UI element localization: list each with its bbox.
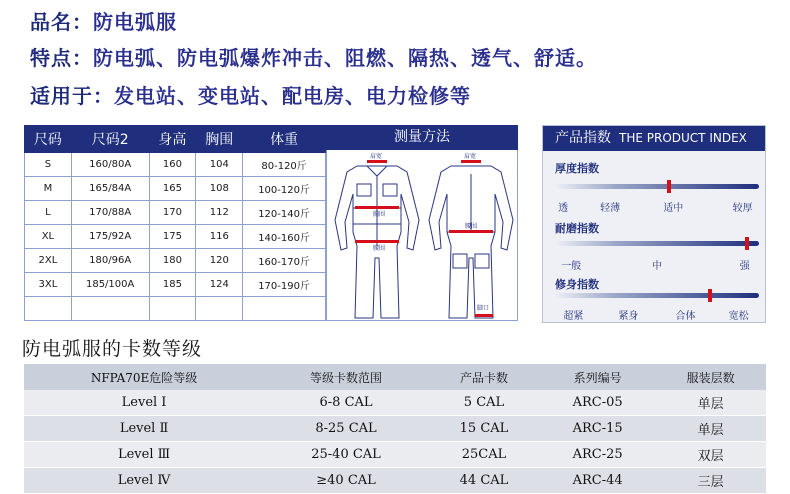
size-cell: M [25,177,72,201]
front-chest-label: 胸围 [373,211,386,218]
back-waist-label: 腰围 [465,223,478,230]
size-table-container [24,125,326,321]
chest-cell: 120 [196,249,243,273]
features-line [30,42,597,71]
fit-tick: 合体 [675,311,696,322]
series-code-cell: ARC-44 [540,468,655,494]
cal-range-cell: 6-8 CAL [264,390,428,416]
size-cell: 3XL [25,273,72,297]
cal-range-cell: 25-40 CAL [264,442,428,468]
layer-count-col-header: 服装层数 [655,364,766,390]
height-cell: 180 [149,249,196,273]
wear-index-marker [745,237,749,250]
back-coverall-illustration [429,166,513,318]
fit-tick: 超紧 [563,311,584,322]
grade-table [24,364,766,494]
layer-count-cell: 双层 [655,442,766,468]
thickness-tick: 透 [558,203,569,214]
chest-cell: 112 [196,201,243,225]
features-value: 防电弧、防电弧爆炸冲击、阻燃、隔热、透气、舒适。 [93,46,597,70]
weight-cell: 160-170斤 [243,249,326,273]
weight-cell: 120-140斤 [243,201,326,225]
weight-col-header: 体重 [243,126,326,153]
series-code-cell: ARC-15 [540,416,655,442]
chest-col-header: 胸围 [196,126,243,153]
weight-cell: 140-160斤 [243,225,326,249]
grade-table-header-row [24,364,766,390]
size-row [25,201,326,225]
grade-row [24,390,766,416]
product-name-line [30,6,177,35]
empty-cell [149,297,196,321]
hazard-level-cell: Level Ⅲ [24,442,264,468]
measurement-panel [326,125,518,321]
size-row [25,249,326,273]
product-name-value: 防电弧服 [93,10,177,34]
fit-index-marker [708,289,712,302]
series-code-cell: ARC-25 [540,442,655,468]
size2-cell: 175/92A [71,225,149,249]
series-code-cell: ARC-05 [540,390,655,416]
chest-cell: 104 [196,153,243,177]
grade-row [24,442,766,468]
wear-index-bar [555,241,759,246]
usage-line [30,80,471,109]
size-row [25,153,326,177]
product-cal-cell: 15 CAL [428,416,540,442]
measurement-title: 测量方法 [326,125,518,150]
chest-marker [355,206,399,209]
size-row [25,177,326,201]
product-index-panel [542,125,766,323]
product-name-label: 品名： [30,10,93,34]
size-row-empty [25,297,326,321]
fit-tick: 宽松 [728,311,749,322]
thickness-index-label: 厚度指数 [555,162,599,175]
size2-col-header: 尺码2 [71,126,149,153]
size2-cell: 170/88A [71,201,149,225]
cal-range-col-header: 等级卡数范围 [264,364,428,390]
size-row [25,225,326,249]
thickness-tick: 轻薄 [600,203,621,214]
size-cell: 2XL [25,249,72,273]
product-index-title-en: THE PRODUCT INDEX [619,131,747,145]
size-cell: L [25,201,72,225]
chest-cell: 124 [196,273,243,297]
product-cal-cell: 25CAL [428,442,540,468]
height-cell: 160 [149,153,196,177]
layer-count-cell: 单层 [655,416,766,442]
grade-row [24,416,766,442]
hazard-level-cell: Level Ⅱ [24,416,264,442]
leg-opening-label: 脚口 [477,305,490,312]
cal-range-cell: 8-25 CAL [264,416,428,442]
front-shoulder-label: 肩宽 [370,153,383,160]
size2-cell: 160/80A [71,153,149,177]
thickness-index-marker [667,180,671,193]
grade-section-title: 防电弧服的卡数等级 [22,338,203,360]
wear-tick: 一般 [561,261,582,272]
waist-marker [355,240,399,243]
layer-count-cell: 单层 [655,390,766,416]
back-shoulder-label: 肩宽 [464,153,477,160]
layer-count-cell: 三层 [655,468,766,494]
product-cal-col-header: 产品卡数 [428,364,540,390]
hazard-level-cell: Level Ⅰ [24,390,264,416]
size-cell: XL [25,225,72,249]
wear-index-label: 耐磨指数 [555,222,599,235]
height-col-header: 身高 [149,126,196,153]
fit-index-label: 修身指数 [555,278,599,291]
product-cal-cell: 5 CAL [428,390,540,416]
back-shoulder-marker [461,160,481,163]
height-cell: 185 [149,273,196,297]
chest-cell: 108 [196,177,243,201]
empty-cell [71,297,149,321]
empty-cell [25,297,72,321]
weight-cell: 170-190斤 [243,273,326,297]
hazard-level-cell: Level Ⅳ [24,468,264,494]
size-table [24,125,326,321]
grade-row [24,468,766,494]
coverall-diagram [327,150,517,320]
wear-tick: 中 [652,261,662,272]
size-row [25,273,326,297]
height-cell: 170 [149,201,196,225]
thickness-tick: 较厚 [732,203,753,214]
usage-value: 发电站、变电站、配电房、电力检修等 [114,84,471,108]
series-code-col-header: 系列编号 [540,364,655,390]
product-index-header [543,126,765,151]
fit-index-bar [555,293,759,298]
product-index-title: 产品指数 [555,130,611,146]
usage-label: 适用于： [30,84,114,108]
thickness-tick: 适中 [663,203,684,214]
shoulder-marker [367,160,387,163]
empty-cell [196,297,243,321]
leg-opening-marker [475,314,493,317]
fit-tick: 紧身 [618,311,639,322]
back-waist-marker [449,230,493,233]
cal-range-cell: ≥40 CAL [264,468,428,494]
weight-cell: 80-120斤 [243,153,326,177]
size-col-header: 尺码 [25,126,72,153]
size2-cell: 185/100A [71,273,149,297]
wear-tick: 强 [739,261,750,272]
size2-cell: 180/96A [71,249,149,273]
height-cell: 175 [149,225,196,249]
features-label: 特点： [30,46,93,70]
height-cell: 165 [149,177,196,201]
hazard-level-col-header: NFPA70E危险等级 [24,364,264,390]
thickness-index-bar [555,184,759,189]
size-cell: S [25,153,72,177]
product-cal-cell: 44 CAL [428,468,540,494]
chest-cell: 116 [196,225,243,249]
weight-cell: 100-120斤 [243,177,326,201]
front-waist-label: 腰围 [373,245,386,252]
size2-cell: 165/84A [71,177,149,201]
empty-cell [243,297,326,321]
grade-table-container [24,364,766,494]
size-table-header-row [25,126,326,153]
